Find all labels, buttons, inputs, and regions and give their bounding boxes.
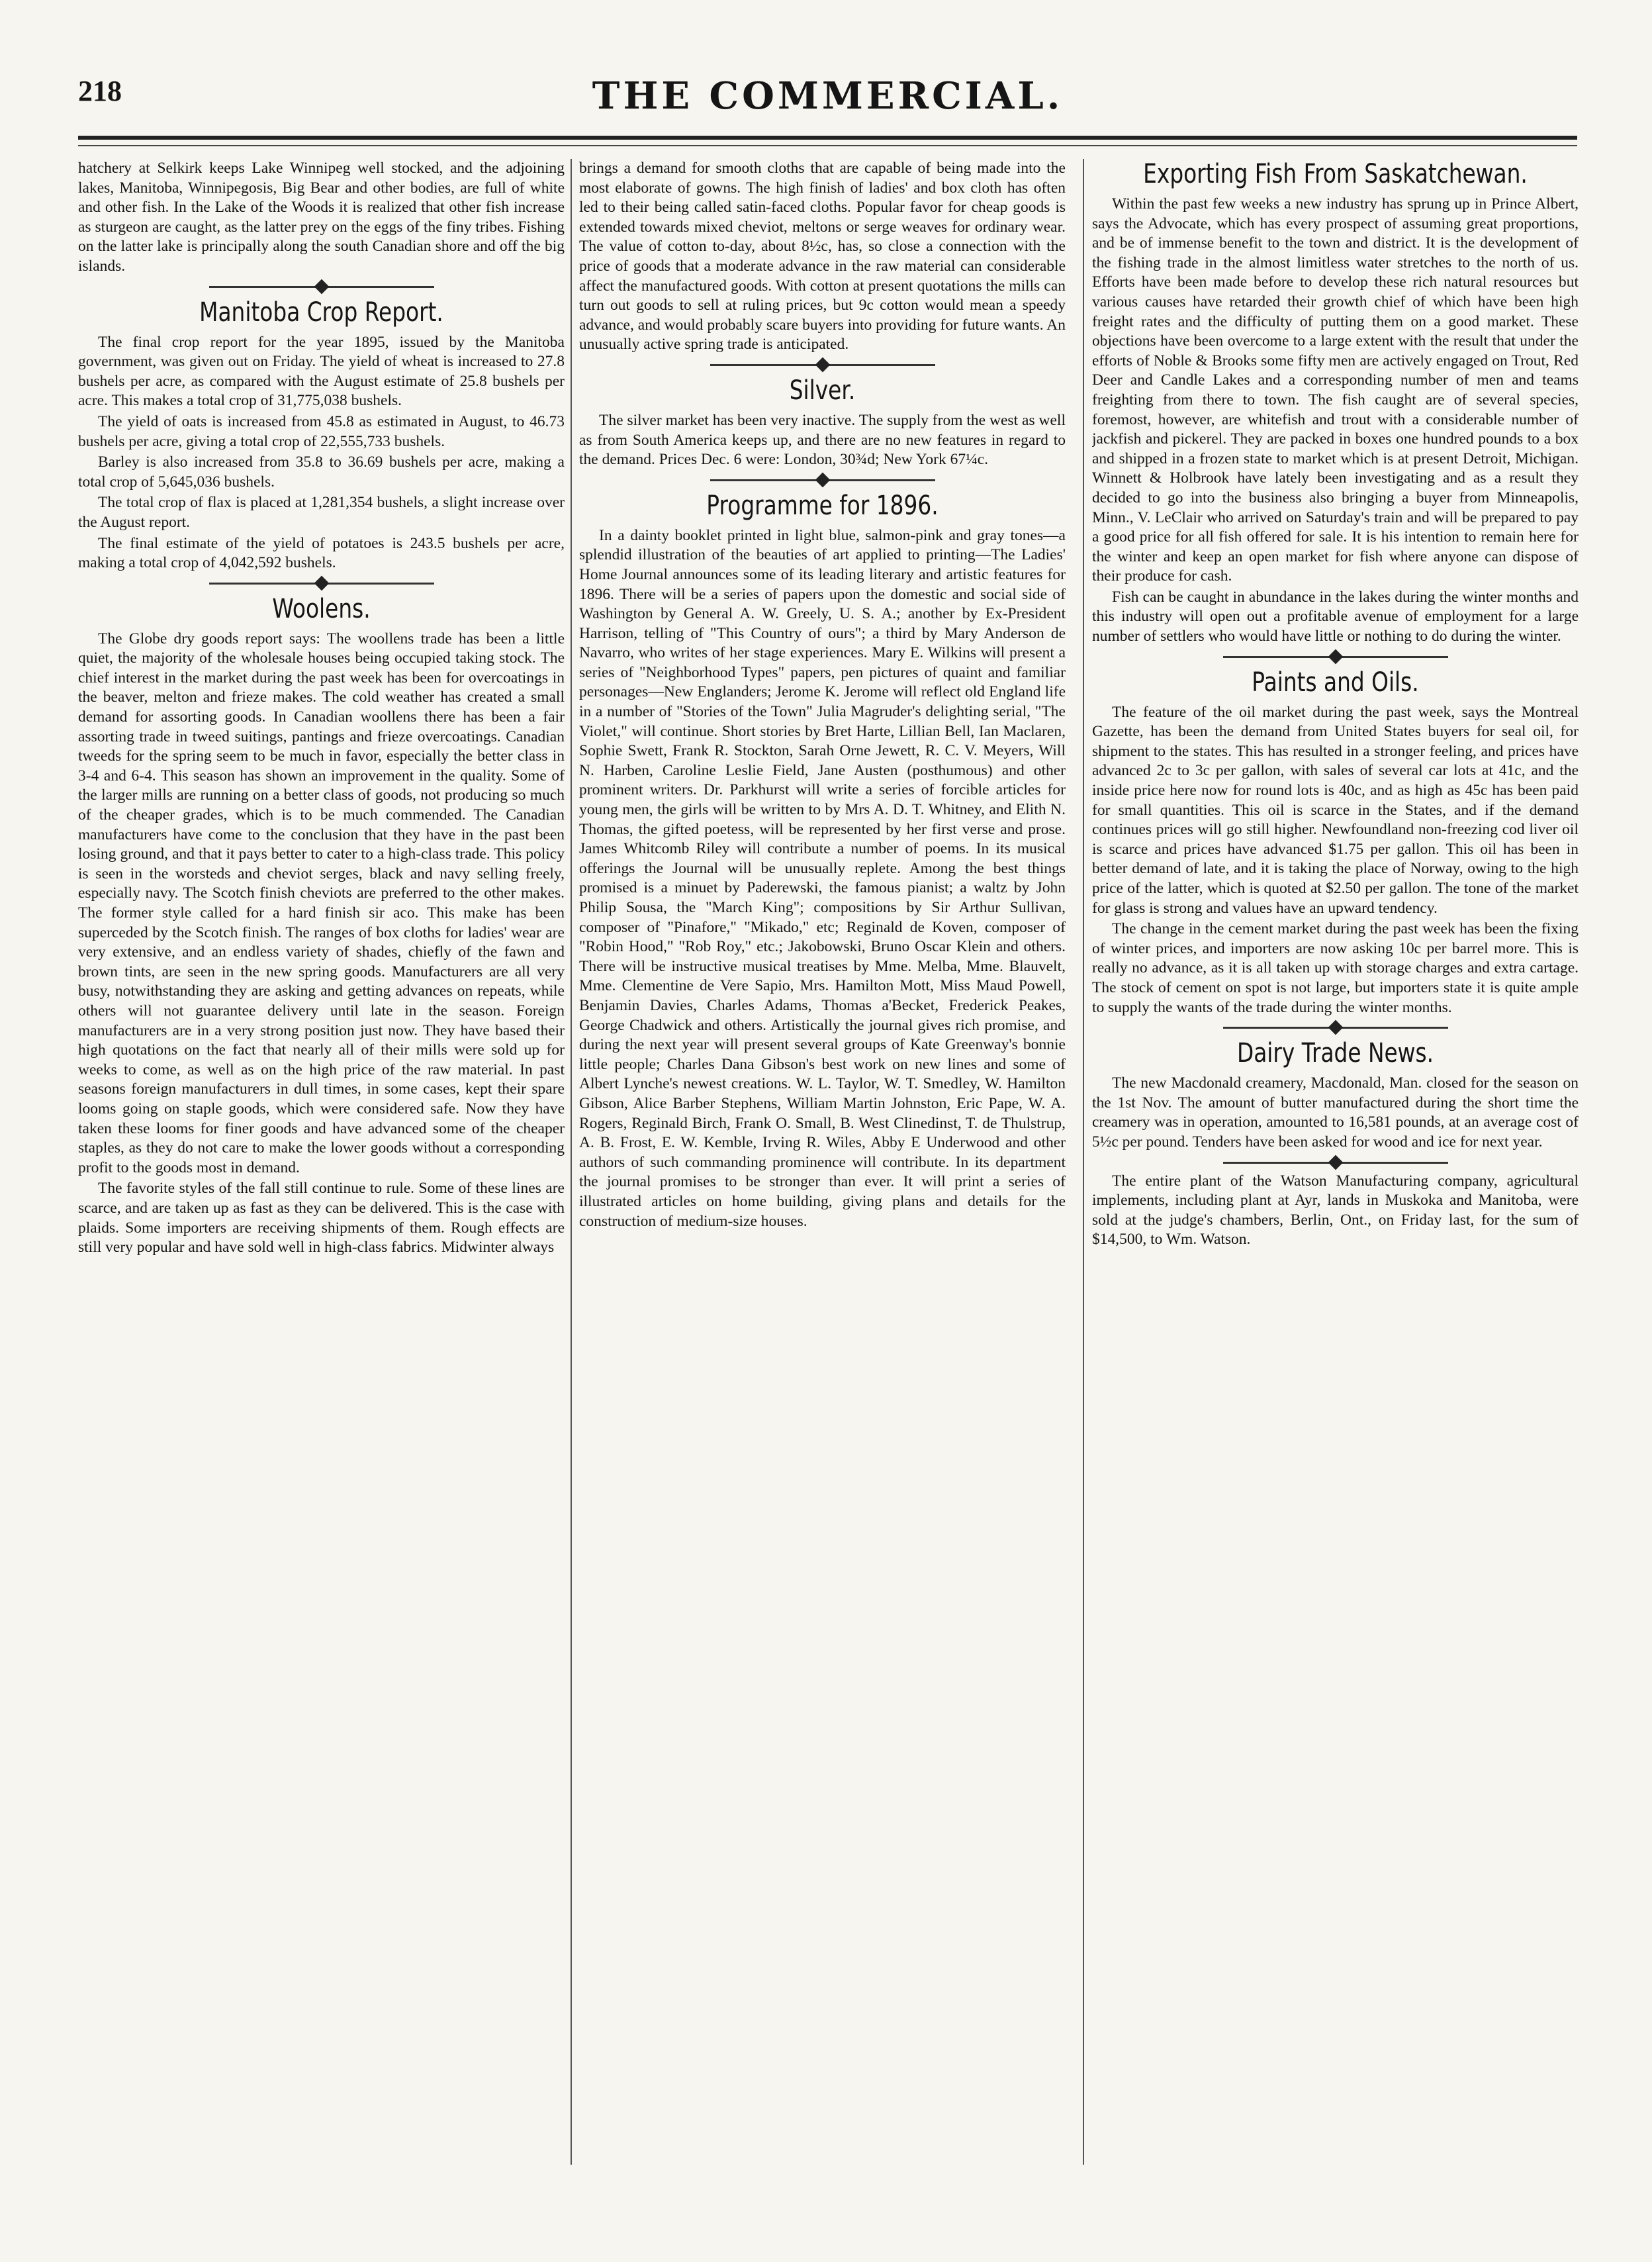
article-paragraph: The new Macdonald creamery, Macdonald, Man. closed for the season on the 1st Nov. The amount of butter manufactured during the short time the creamery was in operation, amounted to 16,581 pounds, at an average cost of 5½c per pound. Tenders have been asked for wood and ice for next year. [1092, 1074, 1579, 1151]
column-left [78, 159, 565, 2171]
article-paragraph: The total crop of flax is placed at 1,281,354 bushels, a slight increase over the August report. [78, 494, 565, 531]
column-right [1092, 159, 1579, 2171]
article-paragraph: In a dainty booklet printed in light blue, salmon-pink and gray tones—a splendid illustration of the beauties of art applied to printing—The Ladies' Home Journal announces some of its leading literary and artistic features for 1896. There will be a series of papers upon the domestic and social side of Washington by General A. W. Greely, U. S. A.; another by Ex-President Harrison, telling of "This Country of ours"; a third by Mary Anderson de Navarro, who writes of her stage experiences. Mary E. Wilkins will present a series of "Neighborhood Types" papers, pen pictures of quaint and familiar personages—New Englanders; Jerome K. Jerome will reflect old England life in a number of "Stories of the Town" Julia Magruder's delighting serial, "The Violet," will continue. Short stories by Bret Harte, Lillian Bell, Ian Maclaren, Sophie Swett, Frank R. Stockton, Sarah Orne Jewett, R. C. V. Meyers, Will N. Harben, Caroline Leslie Field, Jane Austen (posthumous) and other prominent writers. Dr. Parkhurst will write a series of forcible articles for young men, the girls will be written to by Mrs A. D. T. Whitney, and Elith N. Thomas, the gifted poetess, will be represented by her first verse and prose. James Whitcomb Riley will contribute a number of poems. In its musical offerings the Journal will be unusually replete. Among the best things promised is a minuet by Paderewski, the famous pianist; a waltz by John Philip Sousa, the "March King"; compositions by Sir Arthur Sullivan, composer of "Pinafore," "Mikado," etc; Reginald de Koven, composer of "Robin Hood," "Rob Roy," etc.; Jakobowski, Bruno Oscar Klein and others. There will be instructive musical treatises by Mme. Melba, Mme. Blauvelt, Mme. Clementine de Vere Sapio, Mrs. Hamilton Mott, Miss Maud Powell, Benjamin Davies, Charles Adams, Thomas a'Becket, Frederick Peakes, George Chadwick and others. Artistically the journal gives rich promise, and during the next year will present several groups of Kate Greenway's bonnie little people; Charles Dana Gibson's best work on new lines and some of Albert Lynche's newest creations. W. L. Taylor, W. T. Smedley, W. Hamilton Gibson, Alice Barber Stephens, William Martin Johnston, Eric Pape, W. A. Rogers, Reginald Birch, Frank O. Small, B. West Clinedinst, T. de Thulstrup, A. B. Frost, E. W. Kemble, Irving R. Wiles, Abby E Underwood and other authors of such commanding prominence will contribute. In its department the journal promises to be stronger than ever. It will print a series of illustrated articles on home building, giving plans and details for the construction of medium-size houses. [579, 526, 1066, 1230]
section-divider [710, 479, 935, 481]
article-paragraph: The favorite styles of the fall still continue to rule. Some of these lines are scarce, and are taken up as fast as they can be delivered. This is the case with plaids. Some importers are receiving shipments of them. Rough effects are still very popular and have sold well in high-class fabrics. Midwinter always [78, 1180, 565, 1256]
headline-dairy-trade: Dairy Trade News. [1236, 1038, 1434, 1069]
headline-crop-report: Manitoba Crop Report. [199, 297, 443, 328]
page-header [78, 74, 1577, 120]
column-middle [579, 159, 1066, 2171]
article-paragraph: The feature of the oil market during the past week, says the Montreal Gazette, has been the demand from United States buyers for seal oil, for shipment to the states. This has resulted in a stronger feeling, and prices have advanced 2c to 3c per gallon, with sales of several car lots at 41c, and the inside price here now for round lots is 40c, and as high as 45c has been paid for small quantities. This oil is scarce in the States, and if the demand continues prices will go still higher. Newfoundland non-freezing cod liver oil is scarce and prices have advanced $1.75 per gallon. This oil has been in better demand of late, and it is taking the place of Norway, owing to the high price of the latter, which is quoted at $2.50 per gallon. The tone of the market for glass is strong and values have an upward tendency. [1092, 703, 1579, 917]
page-number: 218 [78, 75, 122, 107]
headline-programme: Programme for 1896. [706, 490, 939, 521]
article-paragraph: The change in the cement market during the past week has been the fixing of winter prices, and importers are now asking 10c per barrel more. This is really no advance, as it is all taken up with storage charges and extra cartage. The stock of cement on spot is not large, but importers state it is quite ample to supply the wants of the trade during the winter months. [1092, 920, 1579, 1016]
header-rule-thick [78, 136, 1577, 140]
section-divider [1223, 1162, 1448, 1164]
column-divider-right [1083, 159, 1084, 2165]
headline-paints-oils: Paints and Oils. [1252, 667, 1419, 698]
section-divider [209, 583, 434, 585]
article-paragraph: Fish can be caught in abundance in the lakes during the winter months and this industry will open out a profitable avenue of employment for a large number of settlers who would have little or nothing to do during the winter. [1092, 588, 1579, 645]
article-paragraph: Barley is also increased from 35.8 to 36.69 bushels per acre, making a total crop of 5,645,036 bushels. [78, 453, 565, 491]
headline-woolens: Woolens. [272, 593, 371, 624]
article-paragraph: The final estimate of the yield of potatoes is 243.5 bushels per acre, making a total crop of 4,042,592 bushels. [78, 534, 565, 572]
article-paragraph: Within the past few weeks a new industry has sprung up in Prince Albert, says the Advocate, which has every prospect of assuming great proportions, and be of immense benefit to the town and district. It is the development of the fishing trade in the almost limitless water stretches to the north of us. Efforts have been made before to develop these rich natural resources but various causes have retarded their growth chief of which have been high freight rates and the difficulty of putting them on a good market. These objections have been overcome to a large extent with the result that under the efforts of Noble & Brooks some fifty men are actively engaged on Trout, Red Deer and Candle Lakes and a corresponding number of men and teams freighting from there to town. The fish caught are of several species, foremost, however, are whitefish and trout with a considerable number of jackfish and pickerel. They are packed in boxes one hundred pounds to a box and shipped in a frozen state to market which is at present Detroit, Michigan. Winnett & Holbrook have lately been investigating and as a result they decided to go into the business also bringing a buyer from Minneapolis, Minn., V. LeClair who arrived on Saturday's train and will be prepared to pay a good price for all fish offered for sale. It is his intention to remain here for the winter and keep an open market for fish where anyone can dispose of their produce for cash. [1092, 195, 1579, 585]
article-paragraph: The Globe dry goods report says: The woollens trade has been a little quiet, the majority of the wholesale houses being occupied taking stock. The chief interest in the market during the past week has been for overcoatings in the beaver, melton and frieze makes. The cold weather has created a small demand for assorting goods. In Canadian woollens there has been a fair assorting trade in tweed suitings, pantings and frieze overcoatings. Canadian tweeds for the spring seem to be much in favor, especially the better class in 3-4 and 6-4. This season has shown an improvement in the quality. Some of the larger mills are running on a better class of goods, not producing so much of the cheaper grades, which is to be much commended. The Canadian manufacturers have come to the conclusion that they have in the past been losing ground, and that it pays better to cater to a high-class trade. This policy is seen in the worsteds and cheviot serges, black and navy selling freely, especially navy. The Scotch finish cheviots are preferred to the other makes. The former style called for a hard finish sir aco. This make has been superceded by the Scotch finish. The ranges of box cloths for ladies' wear are very extensive, and an endless variety of shades, chiefly of the fawn and brown tints, are seen in the new spring goods. Manufacturers are all very busy, notwithstanding they are asking and getting advances on repeats, while others will not guarantee delivery until late in the season. Foreign manufacturers are in a very strong position just now. They have based their high quotations on the fact that nearly all of their mills were sold up for weeks to come, as well as on the high price of the raw material. In past seasons foreign manufacturers in dull times, in some cases, kept their spare looms going on staple goods, which were considered safe. Now they have taken these looms for finer goods and have advanced some of the cheaper staples, as they do not care to make the lower goods without a corresponding profit to the goods most in demand. [78, 630, 565, 1176]
section-divider [209, 286, 434, 288]
article-paragraph: The entire plant of the Watson Manufacturing company, agricultural implements, including plant at Ayr, lands in Muskoka and Manitoba, were sold at the judge's chambers, Berlin, Ont., on Friday last, for the sum of $14,500, to Wm. Watson. [1092, 1172, 1579, 1249]
column-divider-left [571, 159, 572, 2165]
masthead: THE COMMERCIAL. [592, 74, 1064, 118]
article-paragraph: brings a demand for smooth cloths that are capable of being made into the most elaborate of gowns. The high finish of ladies' and box cloth has often led to their being called satin-faced cloths. Popular favor for cheap goods is extended towards mixed cheviot, meltons or serge weaves for ordinary wear. The value of cotton to-day, about 8½c, has, so close a connection with the price of goods that a moderate advance in the raw material can considerable affect the manufactured goods. With cotton at present quotations the mills can turn out goods to sell at ruling prices, but 9c cotton would mean a speedy advance, and would probably scare buyers into providing for future wants. An unusually active spring trade is anticipated. [579, 160, 1066, 353]
article-paragraph: The final crop report for the year 1895, issued by the Manitoba government, was given out on Friday. The yield of wheat is increased to 27.8 bushels per acre, as compared with the August estimate of 25.8 bushels per acre. This makes a total crop of 31,775,038 bushels. [78, 333, 565, 410]
article-paragraph: The yield of oats is increased from 45.8 as estimated in August, to 46.73 bushels per acre, giving a total crop of 22,555,733 bushels. [78, 412, 565, 450]
section-divider [1223, 656, 1448, 658]
article-paragraph: hatchery at Selkirk keeps Lake Winnipeg well stocked, and the adjoining lakes, Manitoba, Winnipegosis, Big Bear and other bodies, are full of white and other fish. In the Lake of the Woods it is realized that other fish increase as sturgeon are caught, as the latter prey on the eggs of the finy tribes. Fishing on the latter lake is principally along the south Canadian shore and off the big islands. [78, 160, 565, 275]
headline-exporting-fish: Exporting Fish From Saskatchewan. [1143, 159, 1528, 189]
header-rule-thin [78, 145, 1577, 146]
headline-silver: Silver. [789, 375, 856, 406]
section-divider [710, 364, 935, 366]
article-paragraph: The silver market has been very inactive. The supply from the west as well as from South America keeps up, and there are no new features in regard to the demand. Prices Dec. 6 were: London, 30¾d; New York 67¼c. [579, 411, 1066, 469]
section-divider [1223, 1027, 1448, 1029]
